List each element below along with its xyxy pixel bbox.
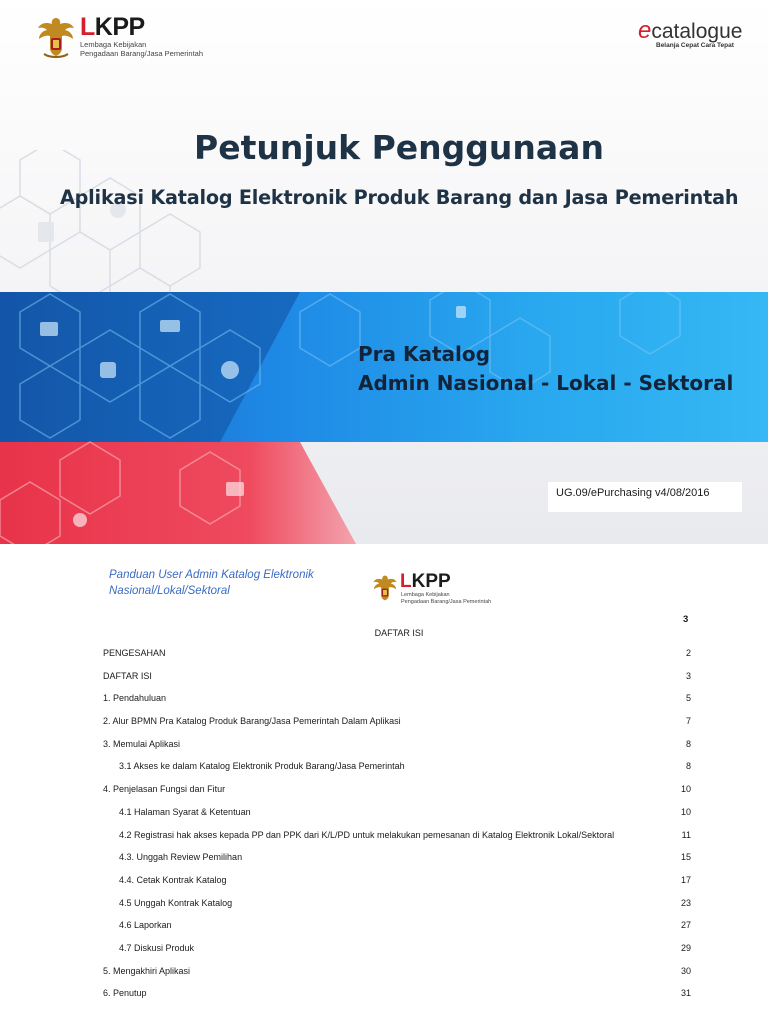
lkpp-logo <box>36 14 203 60</box>
page-number: 3 <box>683 614 689 625</box>
header-line-2: Nasional/Lokal/Sektoral <box>109 585 230 597</box>
banner-line-2: Admin Nasional - Lokal - Sektoral <box>358 371 734 395</box>
garuda-emblem-icon <box>372 572 398 604</box>
ecatalogue-wordmark: ecatalogue <box>638 17 743 44</box>
toc-entry-page: 11 <box>681 829 691 840</box>
toc-entry[interactable] <box>0 782 768 805</box>
toc-entry-title: 4.4. Cetak Kontrak Katalog <box>119 874 227 885</box>
lkpp-logo-small <box>372 572 491 606</box>
lkpp-small-tagline-2: Pengadaan Barang/Jasa Pemerintah <box>401 599 492 605</box>
toc-entry-page: 10 <box>680 806 691 817</box>
header-line-1: Panduan User Admin Katalog Elektronik <box>109 569 314 581</box>
ecatalogue-tagline: Belanja Cepat Cara Tepat <box>656 42 734 49</box>
banner-line-1: Pra Katalog <box>358 342 490 366</box>
garuda-emblem-icon <box>36 14 76 60</box>
toc-heading: DAFTAR ISI <box>374 628 424 638</box>
toc-list <box>0 646 768 1009</box>
toc-entry-title: 4.1 Halaman Syarat & Ketentuan <box>119 806 251 817</box>
toc-entry[interactable] <box>0 918 768 941</box>
toc-entry-title: DAFTAR ISI <box>103 670 152 681</box>
toc-entry[interactable] <box>0 669 768 692</box>
toc-entry-title: 4.5 Unggah Kontrak Katalog <box>119 897 233 908</box>
toc-entry-page: 3 <box>685 670 691 681</box>
toc-entry[interactable] <box>0 896 768 919</box>
lkpp-small-tagline-1: Lembaga Kebijakan <box>401 592 450 598</box>
toc-page <box>0 544 768 1024</box>
toc-entry-page: 5 <box>685 693 691 704</box>
lkpp-tagline-2: Pengadaan Barang/Jasa Pemerintah <box>80 49 204 58</box>
toc-entry-page: 27 <box>680 920 691 931</box>
toc-entry[interactable] <box>0 737 768 760</box>
lkpp-wordmark-small: LKPP <box>400 571 451 592</box>
toc-entry-title: 4.6 Laporkan <box>119 920 172 931</box>
toc-entry-page: 17 <box>680 874 691 885</box>
toc-entry[interactable] <box>0 691 768 714</box>
toc-entry-title: 4.2 Registrasi hak akses kepada PP dan PPK dari K/L/PD untuk melakukan pemesanan di Katalog Elektronik Lokal/Sektoral <box>119 829 615 840</box>
ecatalogue-logo <box>638 17 743 49</box>
toc-entry-title: 4.3. Unggah Review Pemilihan <box>119 852 243 863</box>
toc-entry-title: 5. Mengakhiri Aplikasi <box>103 965 191 976</box>
toc-entry-page: 31 <box>680 988 691 999</box>
toc-entry-page: 8 <box>685 738 691 749</box>
toc-entry-page: 15 <box>680 852 691 863</box>
toc-entry-title: PENGESAHAN <box>103 648 166 658</box>
toc-entry[interactable] <box>0 805 768 828</box>
toc-entry-title: 3.1 Akses ke dalam Katalog Elektronik Produk Barang/Jasa Pemerintah <box>119 761 405 772</box>
toc-entry-title: 4. Penjelasan Fungsi dan Fitur <box>103 784 226 795</box>
toc-entry[interactable] <box>0 941 768 964</box>
toc-entry-page: 30 <box>680 965 691 976</box>
toc-entry[interactable] <box>0 646 768 669</box>
cover-subtitle: Aplikasi Katalog Elektronik Produk Barang dan Jasa Pemerintah <box>60 186 739 209</box>
toc-entry[interactable] <box>0 828 768 851</box>
toc-entry-title: 6. Penutup <box>103 988 147 999</box>
cover-title: Petunjuk Penggunaan <box>194 128 604 167</box>
toc-entry-title: 4.7 Diskusi Produk <box>119 942 195 953</box>
toc-entry-page: 23 <box>680 897 691 908</box>
toc-entry[interactable] <box>0 964 768 987</box>
toc-entry[interactable] <box>0 873 768 896</box>
banner-text <box>358 340 733 398</box>
page-header-title <box>109 567 314 599</box>
toc-entry-page: 29 <box>680 942 691 953</box>
toc-entry-title: 3. Memulai Aplikasi <box>103 738 181 749</box>
toc-entry[interactable] <box>0 986 768 1009</box>
toc-entry-title: 2. Alur BPMN Pra Katalog Produk Barang/Jasa Pemerintah Dalam Aplikasi <box>103 716 401 727</box>
lkpp-wordmark: LKPP <box>80 13 145 41</box>
toc-entry-page: 2 <box>685 648 691 658</box>
lkpp-tagline-1: Lembaga Kebijakan <box>80 40 147 49</box>
document-code: UG.09/ePurchasing v4/08/2016 <box>556 487 710 499</box>
toc-entry[interactable] <box>0 850 768 873</box>
toc-entry[interactable] <box>0 714 768 737</box>
toc-entry-title: 1. Pendahuluan <box>103 693 167 704</box>
toc-entry-page: 8 <box>685 761 691 772</box>
toc-entry-page: 10 <box>680 784 691 795</box>
toc-entry[interactable] <box>0 759 768 782</box>
toc-entry-page: 7 <box>685 716 691 727</box>
